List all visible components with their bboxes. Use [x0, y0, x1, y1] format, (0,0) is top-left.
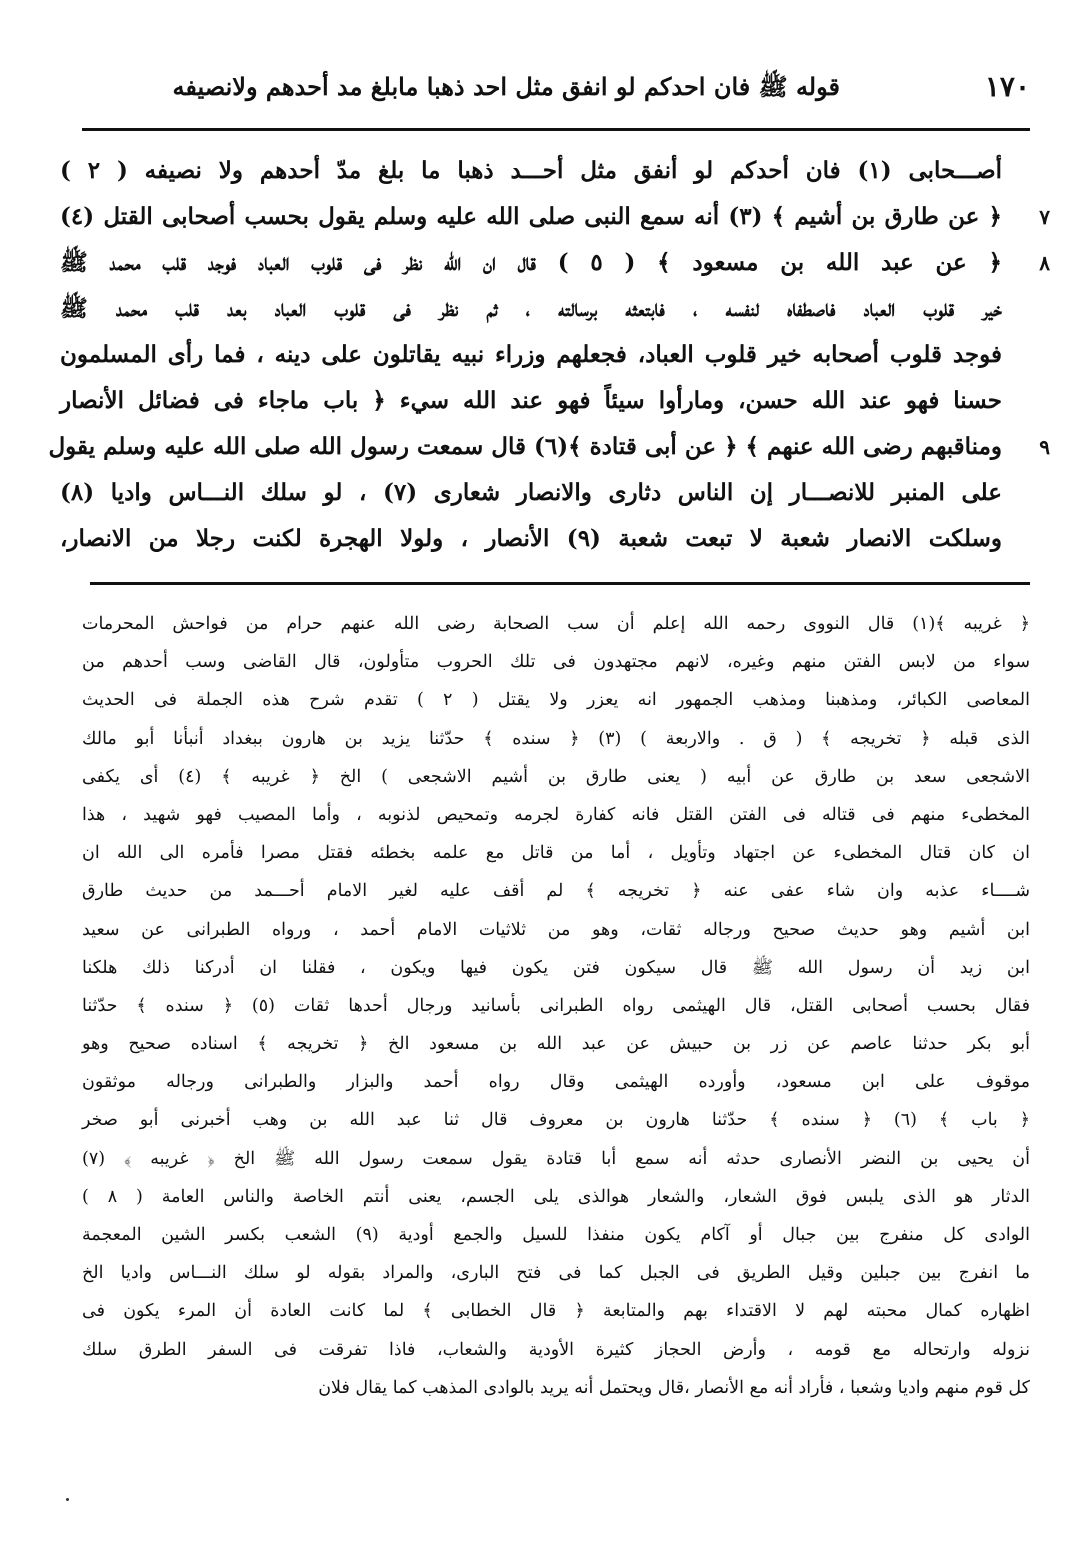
main-line-text: وسلكت الانصار شعبة لا تبعت شعبة (٩) الأنصار ، ولولا الهجرة لكنت رجلا من الانصار، [60, 525, 1002, 552]
main-line [60, 332, 1020, 378]
footnote-line: الاشجعى سعد بن طارق عن أبيه ( يعنى طارق بن أشيم الاشجعى ) الخ ﴿ غريبه ﴾ (٤) أى يكفى [82, 766, 1030, 787]
running-header [80, 70, 1030, 114]
main-line-text: ﴿ عن عبد الله بن مسعود ﴾ ( ٥ ) قال ان الله نظر فى قلوب العباد فوجد قلب محمد ﷺ [60, 249, 1002, 276]
main-line [60, 148, 1020, 194]
footnote-line: فقال بحسب أصحابى القتل، قال الهيثمى رواه الطبرانى بأسانيد ورجال أحدها ثقات (٥) ﴿ سنده ﴾ حدّثنا [82, 995, 1030, 1016]
footnote-line: كل قوم منهم واديا وشعبا ، فأراد أنه مع الأنصار ،قال ويحتمل أنه يريد بالوادى المذهب كما يقال فلان [318, 1377, 1030, 1398]
footnote-separator-rule [90, 582, 1030, 585]
main-line [60, 286, 1020, 332]
main-line-text: ﴿ عن طارق بن أشيم ﴾ (٣) أنه سمع النبى صلى الله عليه وسلم يقول بحسب أصحابى القتل (٤) [60, 203, 1002, 230]
footnote-line: شــــاء عذبه وان شاء عفى عنه ﴿ تخريجه ﴾ لم أقف عليه لغير الامام أحـــمد من حديث طارق [82, 881, 1030, 902]
footnote-line: المخطىء منهم فى قتاله فى الفتن القتل فانه كفارة لجرمه وتمحيص لذنوبه ، وأما المصيب فهو شهيد ، هذا [82, 804, 1030, 825]
footnote-line: أن يحيى بن النضر الأنصارى حدثه أنه سمع أبا قتادة يقول سمعت رسول الله ﷺ الخ ﴿ غريبه ﴾ (٧) [82, 1148, 1030, 1169]
hadith-number: ٩ [1039, 435, 1050, 459]
footnote-line: الذى قبله ﴿ تخريجه ﴾ ( ق . والاربعة ) (٣) ﴿ سنده ﴾ حدّثنا يزيد بن هارون ببغداد أنبأنا أبو مالك [82, 728, 1030, 749]
footnote-line: ﴿ غريبه ﴾(١) قال النووى رحمه الله إعلم أن سب الصحابة رضى الله عنهم حرام من فواحش المحرمات [82, 614, 1030, 634]
hadith-number: ٨ [1039, 251, 1050, 275]
main-line-text: حسنا فهو عند الله حسن، ومارأوا سيئاً فهو عند الله سيء ﴿ باب ماجاء فى فضائل الأنصار [60, 387, 1002, 414]
main-line-text: فوجد قلوب أصحابه خير قلوب العباد، فجعلهم وزراء نبيه يقاتلون على دينه ، فما رأى المسلمون [60, 341, 1002, 368]
main-line [60, 240, 1050, 286]
main-line [60, 516, 1020, 562]
stray-dot-mark [66, 1498, 69, 1501]
footnote-line: الوادى كل منفرج بين جبال أو آكام يكون منفذا للسيل والجمع أودية (٩) الشعب بكسر الشين المعجمة [82, 1225, 1030, 1245]
footnote-line: ان كان قتال المخطىء عن اجتهاد وتأويل ، أما من قاتل مع علمه بخطئه فقتل مصرا فأمره الى الله ان [82, 843, 1030, 864]
hadith-number: ٧ [1039, 205, 1050, 229]
footnotes [82, 605, 1030, 1407]
footnote-line: موقوف على ابن مسعود، وأورده الهيثمى وقال رواه أحمد والبزار والطبرانى ورجاله موثقون [82, 1072, 1030, 1093]
main-line [60, 470, 1020, 516]
page-number: ١٧٠ [984, 70, 1030, 103]
main-line-text: ومناقبهم رضى الله عنهم ﴾ ﴿ عن أبى قتادة ﴾(٦) قال سمعت رسول الله صلى الله عليه وسلم يقول [48, 433, 1002, 460]
footnote-line: المعاصى الكبائر، ومذهبنا ومذهب الجمهور انه يعزر ولا يقتل ( ٢ ) تقدم شرح هذه الجملة فى الحديث [82, 690, 1030, 711]
footnote-line: نزوله وارتحاله مع قومه ، وأرض الحجاز كثيرة الأودية والشعاب، فاذا تفرقت فى السفر الطرق سلك [82, 1339, 1030, 1360]
main-line [60, 194, 1050, 240]
footnote-line: ابن زيد أن رسول الله ﷺ قال سيكون فتن يكون فيها ويكون ، فقلنا ان أدركنا ذلك هلكنا [82, 957, 1030, 978]
running-title: قوله ﷺ فان احدكم لو انفق مثل احد ذهبا مابلغ مد أحدهم ولانصيفه [172, 72, 840, 101]
footnote-line: ﴿ باب ﴾ (٦) ﴿ سنده ﴾ حدّثنا هارون بن معروف قال ثنا عبد الله بن وهب أخبرنى أبو صخر [82, 1110, 1030, 1131]
footnote-line: الدثار هو الذى يلبس فوق الشعار، والشعار هوالذى يلى الجسم، يعنى أنتم الخاصة والناس العامة ( ٨ ) [82, 1186, 1031, 1207]
main-line-text: خير قلوب العباد فاصطفاه لنفسه ، فابتعثه برسالته ، ثم نظر فى قلوب العباد بعد قلب محمد ﷺ [60, 295, 1002, 322]
main-line-text: أصـــحابى (١) فان أحدكم لو أنفق مثل أحـــد ذهبا ما بلغ مدّ أحدهم ولا نصيفه ( ٢ ) [60, 157, 1003, 184]
footnote-line: سواء من لابس الفتن منهم وغيره، لانهم مجتهدون فى تلك الحروب متأولون، قال القاضى وسب أحدهم من [82, 652, 1030, 673]
footnote-line: ما انفرج بين جبلين وقيل الطريق فى الجبل كما فى فتح البارى، والمراد بقوله لو سلك النـــاس واديا الخ [82, 1263, 1030, 1284]
main-line [48, 424, 1050, 470]
header-rule [82, 128, 1030, 131]
footnote-line: أبو بكر حدثنا عاصم عن زر بن حبيش عن عبد الله بن مسعود الخ ﴿ تخريجه ﴾ اسناده صحيح وهو [82, 1034, 1030, 1055]
footnote-line: اظهاره كمال محبته لهم لا الاقتداء بهم والمتابعة ﴿ قال الخطابى ﴾ لما كانت العادة أن المرء يكون فى [82, 1301, 1030, 1322]
footnote-line: ابن أشيم وهو حديث صحيح ورجاله ثقات، وهو من ثلاثيات الامام أحمد ، ورواه الطبرانى عن سعيد [82, 919, 1030, 940]
main-hadith-text [48, 148, 1050, 562]
main-line [60, 378, 1020, 424]
main-line-text: على المنبر للانصـــار إن الناس دثارى والانصار شعارى (٧) ، لو سلك النـــاس واديا (٨) [60, 479, 1002, 506]
